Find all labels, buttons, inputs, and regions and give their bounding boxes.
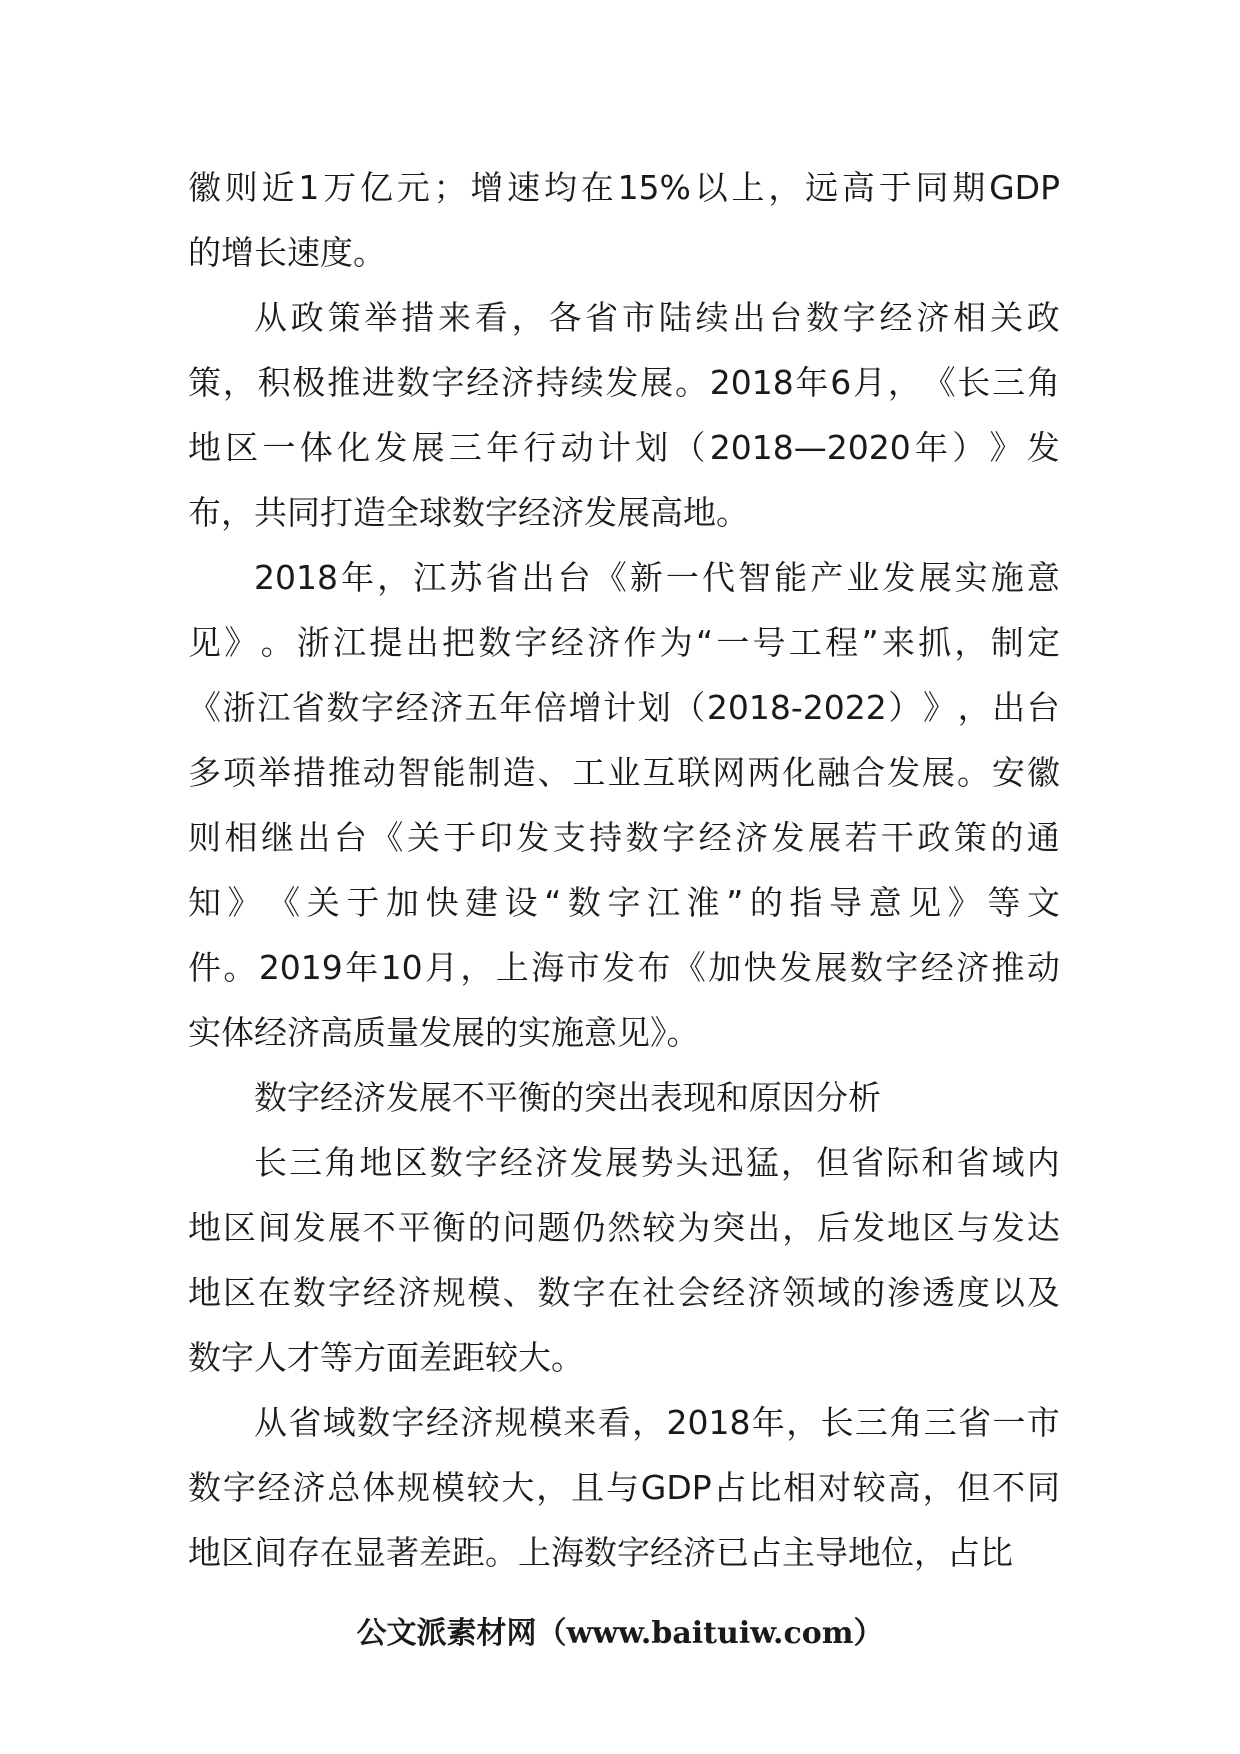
- document-body: [188, 164, 1060, 1577]
- text-line: 从 政 策 举 措 来 看 ， 各 省 市 陆 续 出 台 数 字 经 济 相 关 政: [254, 298, 1060, 337]
- text-line: 地区间存在显著差距。上海数字经济已占主导地位，占比: [188, 1533, 1013, 1572]
- text-line: 地 区 间 发 展 不 平 衡 的 问 题 仍 然 较 为 突 出 ， 后 发 地 区 与 发 达: [188, 1208, 1060, 1247]
- paragraph: [188, 1399, 1060, 1577]
- paragraph: [188, 1074, 1060, 1122]
- text-line: 徽 则 近 1 万 亿 元 ； 增 速 均 在 15% 以 上 ， 远 高 于 同 期 GDP: [188, 168, 1060, 207]
- paragraph: [188, 294, 1060, 537]
- text-line: 2018 年 ， 江 苏 省 出 台 《 新 一 代 智 能 产 业 发 展 实 施 意: [254, 558, 1060, 597]
- footer-watermark: 公文派素材网（www.baituiw.com）: [356, 1616, 884, 1651]
- text-line: 从 省 域 数 字 经 济 规 模 来 看 ， 2018 年 ， 长 三 角 三 省 一 市: [254, 1403, 1060, 1442]
- text-line: 《 浙 江 省 数 字 经 济 五 年 倍 增 计 划 （ 2018-2022 ） 》 ， 出 台: [188, 688, 1060, 727]
- text-line: 则 相 继 出 台 《 关 于 印 发 支 持 数 字 经 济 发 展 若 干 政 策 的 通: [188, 818, 1060, 857]
- text-line: 数字人才等方面差距较大。: [188, 1338, 584, 1377]
- text-line: 数字经济发展不平衡的突出表现和原因分析: [254, 1078, 881, 1117]
- text-line: 地 区 在 数 字 经 济 规 模 、 数 字 在 社 会 经 济 领 域 的 渗 透 度 以 及: [188, 1273, 1060, 1312]
- text-line: 布，共同打造全球数字经济发展高地。: [188, 493, 749, 532]
- text-line: 知 》 《 关 于 加 快 建 设 “ 数 字 江 淮 ” 的 指 导 意 见 》 等 文: [188, 883, 1060, 922]
- paragraph: [188, 164, 1060, 277]
- paragraph: [188, 554, 1060, 1057]
- text-line: 多 项 举 措 推 动 智 能 制 造 、 工 业 互 联 网 两 化 融 合 发 展 。 安 徽: [188, 753, 1060, 792]
- text-line: 件 。 2019 年 10 月 ， 上 海 市 发 布 《 加 快 发 展 数 字 经 济 推 动: [188, 948, 1060, 987]
- text-line: 的增长速度。: [188, 233, 386, 272]
- text-line: 数 字 经 济 总 体 规 模 较 大 ， 且 与 GDP 占 比 相 对 较 高 ， 但 不 同: [188, 1468, 1060, 1507]
- text-line: 实体经济高质量发展的实施意见》。: [188, 1013, 700, 1052]
- text-line: 策 ， 积 极 推 进 数 字 经 济 持 续 发 展 。 2018 年 6 月 ， 《 长 三 角: [188, 363, 1060, 402]
- text-line: 地 区 一 体 化 发 展 三 年 行 动 计 划 （ 2018—2020 年 ） 》 发: [188, 428, 1060, 467]
- paragraph: [188, 1139, 1060, 1382]
- text-line: 见 》 。 浙 江 提 出 把 数 字 经 济 作 为 “ 一 号 工 程 ” 来 抓 ， 制 定: [188, 623, 1060, 662]
- text-line: 长 三 角 地 区 数 字 经 济 发 展 势 头 迅 猛 ， 但 省 际 和 省 域 内: [254, 1143, 1060, 1182]
